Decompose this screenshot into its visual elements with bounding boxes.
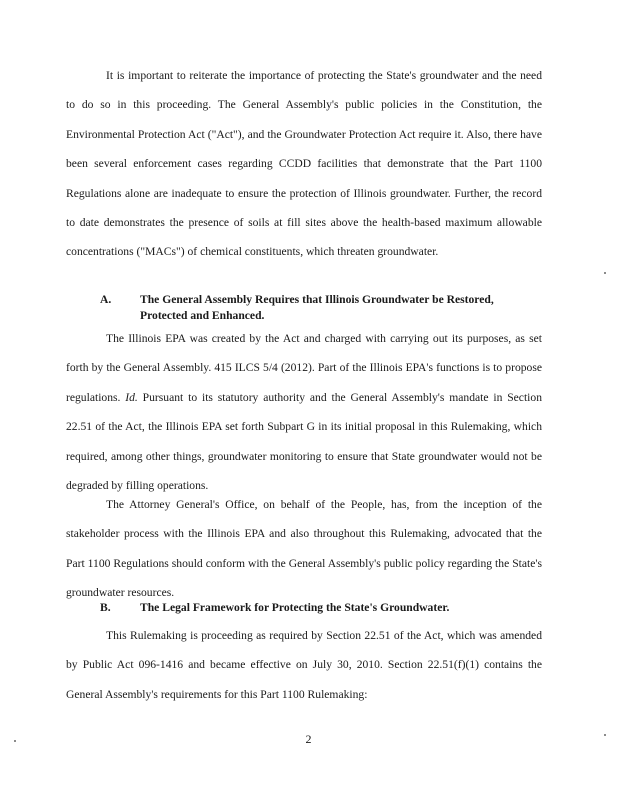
paragraph-text: It is important to reiterate the importance of protecting the State's groundwater and the need to do so in this proceeding. The General Assembly's public policies in the Constitution, the Environmental Protection Act ("Act"), and the Groundwater Protection Act require it. Also, there have been several enforcement cases regarding CCDD facilities that demonstrate that the Part 1100 Regulations alone are inadequate to ensure the protection of Illinois groundwater. Further, the record to date demonstrates the presence of soils at fill sites above the health-based maximum allowable concentrations ("MACs") of chemical constituents, which threaten groundwater. [66, 69, 542, 259]
paragraph-rulemaking-proceeding [66, 621, 542, 709]
paragraph-illinois-epa [66, 324, 542, 500]
paragraph-groundwater-importance [66, 61, 542, 267]
heading-line-1: The General Assembly Requires that Illinois Groundwater be Restored, [140, 293, 494, 306]
section-heading-b [100, 600, 520, 616]
heading-letter: A. [100, 293, 112, 306]
citation-id: Id. [125, 390, 138, 404]
paragraph-text-cont: Pursuant to its statutory authority and the General Assembly's mandate in Section 22.51 of the Act, the Illinois EPA set forth Subpart G in its initial proposal in this Rulemaking, which required, among other things, groundwater monitoring to ensure that State groundwater would not be degraded by filling operations. [66, 390, 542, 493]
paragraph-text: The Illinois EPA was created by the Act and charged with carrying out its purposes, as set forth by the General Assembly. 415 ILCS 5/4 (2012). Part of the Illinois EPA's functions is to propose regulations. [66, 332, 542, 404]
paragraph-text: This Rulemaking is proceeding as required by Section 22.51 of the Act, which was amended by Public Act 096-1416 and became effective on July 30, 2010. Section 22.51(f)(1) contains the General Assembly's requirements for this Part 1100 Rulemaking: [66, 629, 542, 701]
page-number: 2 [305, 732, 312, 746]
paragraph-attorney-general [66, 490, 542, 608]
scan-speck [604, 272, 606, 274]
scan-speck [14, 740, 16, 742]
scan-speck [604, 734, 606, 736]
heading-letter: B. [100, 601, 111, 614]
section-heading-a [100, 292, 520, 323]
heading-text: The Legal Framework for Protecting the State's Groundwater. [140, 601, 450, 614]
heading-line-2: Protected and Enhanced. [140, 308, 265, 322]
heading-text [140, 292, 520, 323]
paragraph-text: The Attorney General's Office, on behalf of the People, has, from the inception of the stakeholder process with the Illinois EPA and also throughout this Rulemaking, advocated that the Part 1100 Regulations should conform with the General Assembly's public policy regarding the State's groundwater resources. [66, 498, 542, 600]
